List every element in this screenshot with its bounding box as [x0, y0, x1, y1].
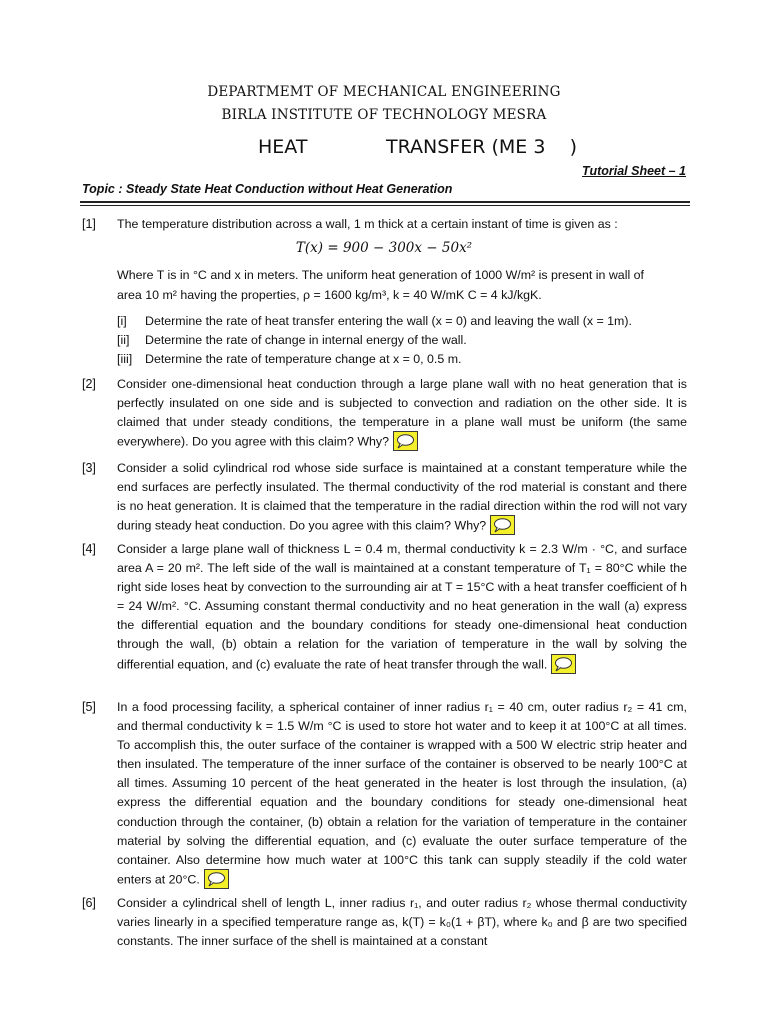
divider — [80, 205, 690, 206]
question-text: Consider one-dimensional heat conduction through a large plane wall with no heat generation that is perfectly insulated on one side and is subjected to convection and radiation on the other side. It is claimed that under steady conditions, the temperature in a plane wall must be uniform (the same everywhere). Do you agree with this claim? Why? — [117, 375, 687, 452]
question-text: Where T is in °C and x in meters. The uniform heat generation of 1000 W/m² is present in wall of — [117, 268, 644, 282]
sub-question: [i] Determine the rate of heat transfer entering the wall (x = 0) and leaving the wall (x = 1m). — [117, 314, 632, 328]
topic-line: Topic : Steady State Heat Conduction without Heat Generation — [82, 182, 453, 196]
sub-question: [ii] Determine the rate of change in internal energy of the wall. — [117, 333, 467, 347]
question-text: Consider a cylindrical shell of length L, inner radius r₁, and outer radius r₂ whose thermal conductivity varies linearly in a specified temperature range as, k(T) = k₀(1 + βT), where k₀ and β are two specified constants. The inner surface of the shell is maintained at a constant — [117, 896, 687, 949]
department-heading: DEPARTMEMT OF MECHANICAL ENGINEERING — [207, 84, 561, 100]
question-text: In a food processing facility, a spherical container of inner radius r₁ = 40 cm, outer radius r₂ = 41 cm, and thermal conductivity k = 1.5 W/m °C is used to store hot water and to keep it at 100°C at all times. To accomplish this, the outer surface of the container is wrapped with a 500 W electric strip heater and then insulated. The temperature of the inner surface of the container is observed to be nearly 100°C at all times. Assuming 10 percent of the heat generated in the heater is lost through the insulation, (a) express the differential equation and the boundary conditions for steady one-dimensional heat conduction through the container, (b) obtain a relation for the variation of temperature in the container material by solving the differential equation, and (c) evaluate the outer surface temperature of the container. Also determine how much water at 100°C this tank can supply steadily if the cold water enters at 20°C. — [117, 698, 687, 890]
question-number: [6] — [82, 896, 96, 910]
comment-note-icon[interactable] — [393, 431, 418, 451]
question-text: area 10 m² having the properties, ρ = 1600 kg/m³, k = 40 W/mK C = 4 kJ/kgK. — [117, 288, 542, 302]
institute-heading: BIRLA INSTITUTE OF TECHNOLOGY MESRA — [221, 107, 547, 123]
comment-note-icon[interactable] — [551, 654, 576, 674]
question-text: The temperature distribution across a wall, 1 m thick at a certain instant of time is given as : — [117, 217, 618, 231]
question-text: Consider a large plane wall of thickness L = 0.4 m, thermal conductivity k = 2.3 W/m · °C, and surface area A = 20 m². The left side of the wall is maintained at a constant temperature of T₁ = 80°C while the right side loses heat by convection to the surrounding air at T = 15°C with a heat transfer coefficient of h = 24 W/m². °C. Assuming constant thermal conductivity and no heat generation in the wall (a) express the differential equation and the boundary conditions for steady one-dimensional heat conduction through the wall, (b) obtain a relation for the variation of temperature in the wall by solving the differential equation, and (c) evaluate the rate of heat transfer through the wall. — [117, 540, 687, 675]
sub-question: [iii] Determine the rate of temperature change at x = 0, 0.5 m. — [117, 352, 462, 366]
divider — [80, 201, 690, 203]
question-number: [5] — [82, 700, 96, 714]
question-number: [1] — [82, 217, 96, 231]
comment-note-icon[interactable] — [204, 869, 229, 889]
course-title-part1: HEAT — [258, 136, 308, 158]
comment-note-icon[interactable] — [490, 515, 515, 535]
question-text: Consider a solid cylindrical rod whose side surface is maintained at a constant temperature while the end surfaces are perfectly insulated. The thermal conductivity of the rod material is constant and there is no heat generation. It is claimed that the temperature in the radial direction within the rod will not vary during steady heat conduction. Do you agree with this claim? Why? — [117, 459, 687, 536]
question-number: [2] — [82, 377, 96, 391]
question-number: [4] — [82, 542, 96, 556]
question-number: [3] — [82, 461, 96, 475]
tutorial-sheet-label: Tutorial Sheet – 1 — [582, 164, 686, 178]
temperature-equation: T(x) = 900 − 300x − 50x² — [295, 240, 473, 256]
course-title-part2: TRANSFER (ME 3 ) — [386, 136, 577, 158]
